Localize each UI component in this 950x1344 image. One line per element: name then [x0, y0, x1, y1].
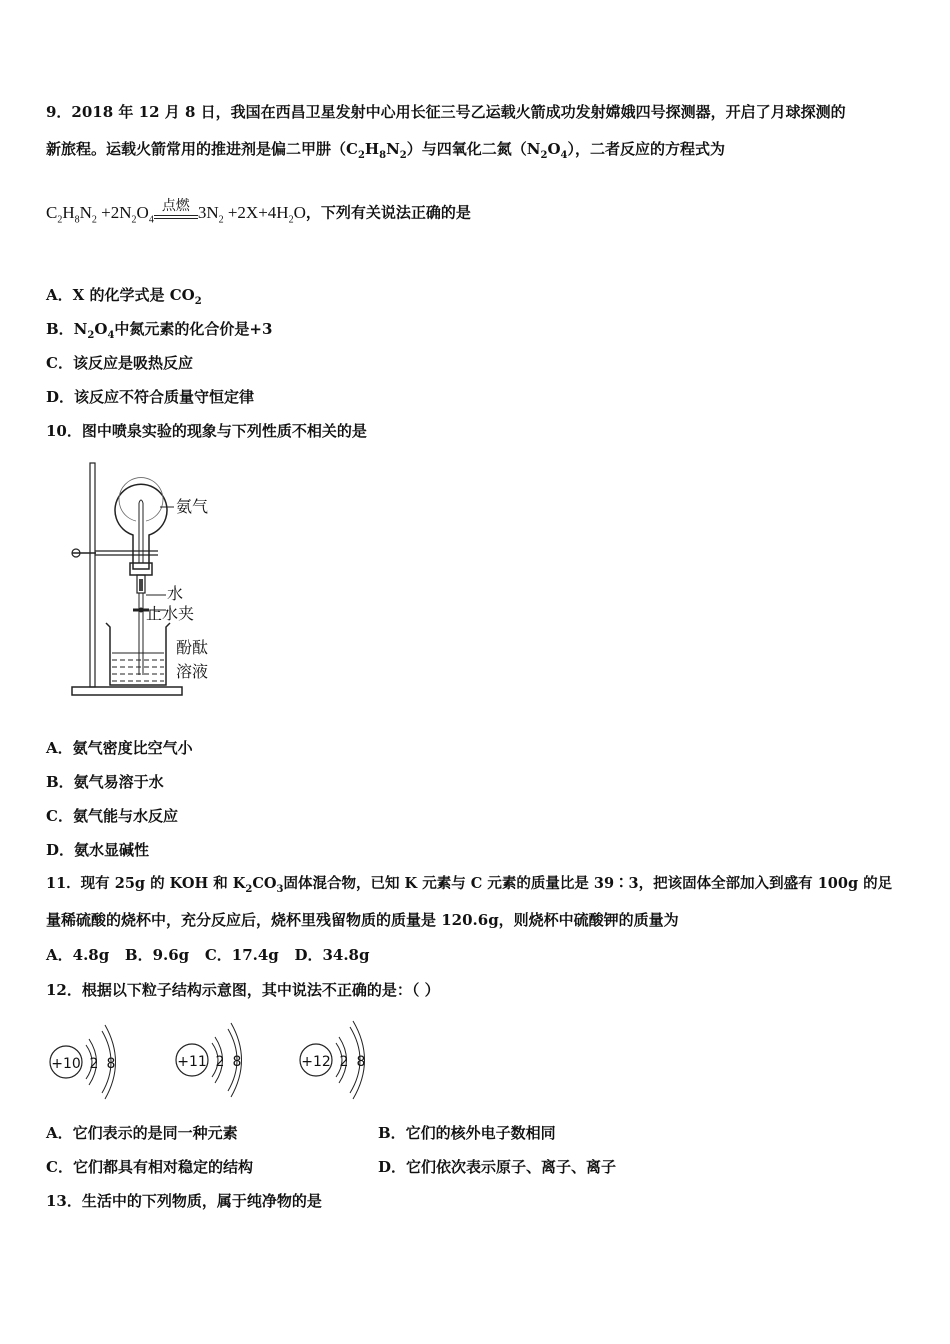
q10-option-a[interactable]: A．氨气密度比空气小 — [46, 739, 193, 757]
svg-text:2: 2 — [215, 1054, 225, 1070]
q13-stem: 13．生活中的下列物质，属于纯净物的是 — [46, 1192, 322, 1210]
q9-option-d[interactable]: D．该反应不符合质量守恒定律 — [46, 388, 255, 406]
label-water: 水 — [167, 584, 184, 603]
q12-option-c[interactable]: C．它们都具有相对稳定的结构 — [46, 1158, 253, 1176]
label-phenol-1: 酚酞 — [176, 638, 209, 657]
svg-text:+11: +11 — [177, 1054, 207, 1070]
q9-eq-tail: ，下列有关说法正确的是 — [305, 203, 471, 222]
q9-equation: $C_2H_8N_2 +2N_2O_4$ 点燃 $3N_2 +2X+4H_2O$，下列有关说法正确的是 — [46, 199, 471, 225]
q10-stem: 10．图中喷泉实验的现象与下列性质不相关的是 — [46, 422, 367, 440]
atom-diagram-1 — [50, 1025, 116, 1099]
fountain-experiment-figure — [60, 455, 260, 705]
q12-option-b[interactable]: B．它们的核外电子数相同 — [378, 1124, 556, 1142]
svg-text:8: 8 — [106, 1056, 116, 1072]
q9-stem-line1: 9．2018 年 12 月 8 日，我国在西昌卫星发射中心用长征三号乙运载火箭成功发射嫦娥四号探测器，开启了月球探测的 — [46, 103, 846, 121]
svg-text:+10: +10 — [51, 1056, 81, 1072]
stand-rod — [90, 463, 95, 687]
label-clamp: 止水夹 — [146, 604, 195, 623]
q11-options[interactable]: A．4.8g B．9.6g C．17.4g D．34.8g — [46, 946, 370, 964]
svg-text:8: 8 — [232, 1054, 242, 1070]
q12-option-a[interactable]: A．它们表示的是同一种元素 — [46, 1124, 238, 1142]
atom-diagram-3 — [300, 1021, 365, 1099]
q10-option-b[interactable]: B．氨气易溶于水 — [46, 773, 164, 791]
stand-base — [72, 687, 182, 695]
q9-option-a[interactable]: A．X 的化学式是 $CO_2$ — [46, 286, 202, 307]
q11-stem-line1: 11．现有 25g 的 KOH 和 $K_2CO_3$固体混合物，已知 K 元素与 C 元素的质量比是 39∶3，把该固体全部加入到盛有 100g 的足 — [46, 875, 893, 895]
svg-text:8: 8 — [356, 1054, 366, 1070]
q10-option-c[interactable]: C．氨气能与水反应 — [46, 807, 178, 825]
svg-text:+12: +12 — [301, 1054, 331, 1070]
label-ammonia: 氨气 — [176, 497, 209, 516]
svg-text:2: 2 — [89, 1056, 99, 1072]
label-phenol-2: 溶液 — [176, 662, 209, 681]
svg-text:2: 2 — [339, 1054, 349, 1070]
q12-option-d[interactable]: D．它们依次表示原子、离子、离子 — [378, 1158, 617, 1176]
atom-diagram-2 — [176, 1023, 242, 1097]
beaker — [106, 623, 170, 685]
q9-option-b[interactable]: B．$N_2O_4$中氮元素的化合价是+3 — [46, 320, 273, 341]
reaction-condition: 点燃 — [154, 200, 198, 225]
q11-stem-line2: 量稀硫酸的烧杯中，充分反应后，烧杯里残留物质的质量是 120.6g，则烧杯中硫酸钾的质量为 — [46, 911, 679, 929]
q10-option-d[interactable]: D．氨水显碱性 — [46, 841, 150, 859]
particle-structure-diagrams — [44, 1015, 384, 1105]
q9-stem-line2: 新旅程。运载火箭常用的推进剂是偏二甲肼$(C_2H_8N_2)$与四氧化二氮$(N_2O_4)$，二者反应的方程式为 — [46, 140, 726, 161]
q12-stem: 12．根据以下粒子结构示意图，其中说法不正确的是：（ ） — [46, 981, 440, 999]
q9-option-c[interactable]: C．该反应是吸热反应 — [46, 354, 193, 372]
